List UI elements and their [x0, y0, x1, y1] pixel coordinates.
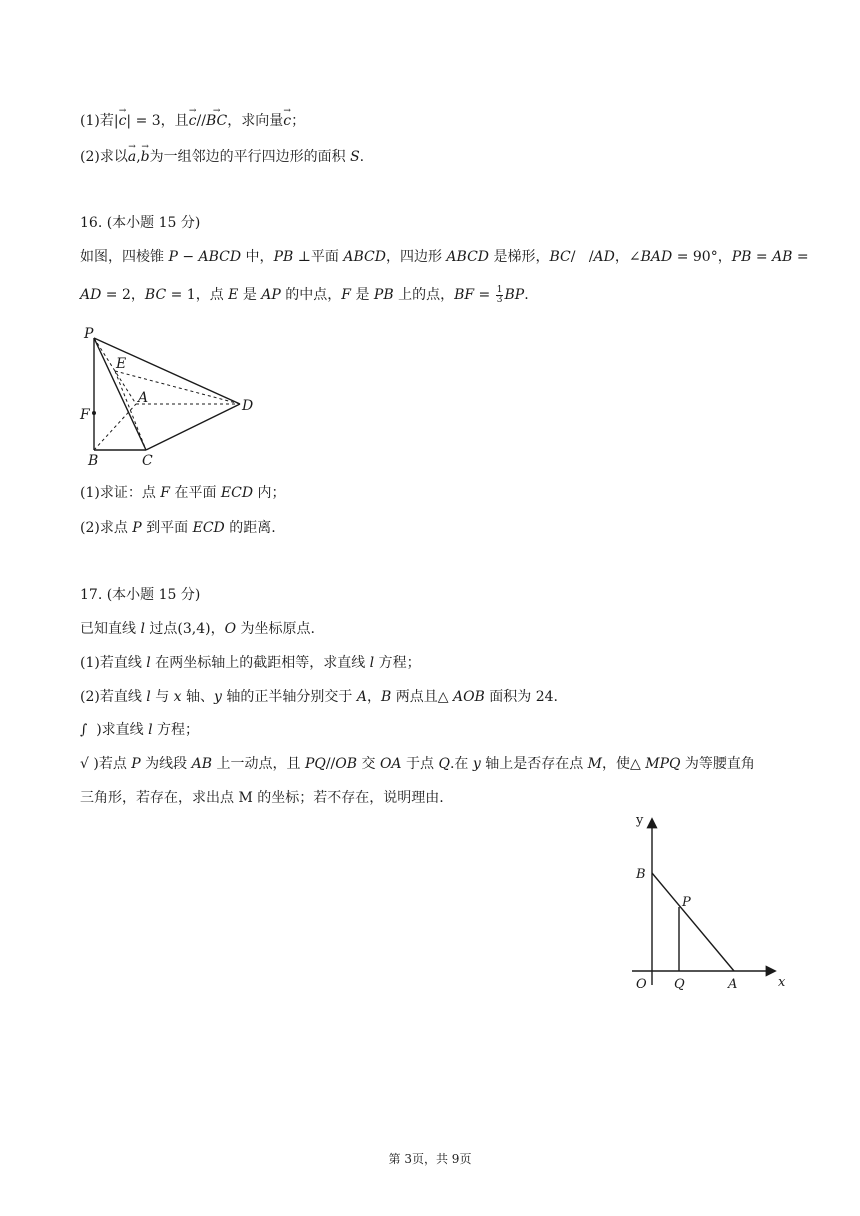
edge-BA — [94, 404, 136, 450]
q16-part2: (2)求点 P 到平面 ECD 的距离. — [80, 520, 276, 536]
label-C: C — [142, 453, 153, 469]
q16-part1: (1)求证：点 F 在平面 ECD 内； — [80, 485, 286, 501]
label-F: F — [80, 407, 90, 423]
q15-part2: (2)求以→ a,→ b为一组邻边的平行四边形的面积 S. — [80, 147, 364, 167]
q17-sub2-line2: 三角形，若存在，求出点 M 的坐标；若不存在，说明理由. — [80, 790, 444, 806]
page-footer: 第 3页，共 9页 — [388, 1152, 472, 1166]
pyramid-figure — [74, 322, 264, 472]
q15-part1: (1)若|→ c| = 3，且→ c//→ BC，求向量→ c； — [80, 111, 305, 131]
label-B2: B — [636, 867, 646, 882]
label-P: P — [84, 326, 94, 342]
label-P2: P — [682, 895, 691, 910]
label-y: y — [636, 813, 644, 828]
q16-statement-line2: AD = 2，BC = 1，点 E 是 AP 的中点，F 是 PB 上的点，BF = $\frac{1}{3}$ BP. — [80, 284, 529, 305]
q17-sub1: ∫ )求直线 l 方程； — [80, 722, 200, 738]
q17-heading: 17. (本小题 15 分) — [80, 587, 201, 603]
q16-heading: 16. (本小题 15 分) — [80, 215, 201, 231]
label-Q: Q — [674, 977, 685, 992]
label-O: O — [636, 977, 647, 992]
segment-AB — [652, 873, 734, 971]
label-B: B — [88, 453, 99, 469]
q17-statement: 已知直线 l 过点(3,4)，O 为坐标原点. — [80, 621, 315, 637]
label-D: D — [242, 398, 254, 414]
edge-CD — [146, 404, 240, 450]
q16-statement-line1: 如图，四棱锥 P − ABCD 中，PB ⊥平面 ABCD，四边形 ABCD 是梯形，BC/ /AD，∠BAD = 90°，PB = AB = — [80, 249, 809, 265]
label-A: A — [138, 390, 149, 406]
coordinate-figure — [622, 810, 802, 995]
q17-part2: (2)若直线 l 与 x 轴、y 轴的正半轴分别交于 A，B 两点且△ AOB 面积为 24. — [80, 689, 559, 705]
label-E: E — [116, 356, 127, 372]
label-A2: A — [728, 977, 738, 992]
label-x: x — [778, 975, 786, 990]
edge-EC — [115, 371, 149, 450]
point-F — [92, 411, 96, 415]
q17-sub2-line1: √ )若点 P 为线段 AB 上一动点，且 PQ//OB 交 OA 于点 Q.在 y 轴上是否存在点 M，使△ MPQ 为等腰直角 — [80, 756, 755, 772]
q17-part1: (1)若直线 l 在两坐标轴上的截距相等，求直线 l 方程； — [80, 655, 421, 671]
